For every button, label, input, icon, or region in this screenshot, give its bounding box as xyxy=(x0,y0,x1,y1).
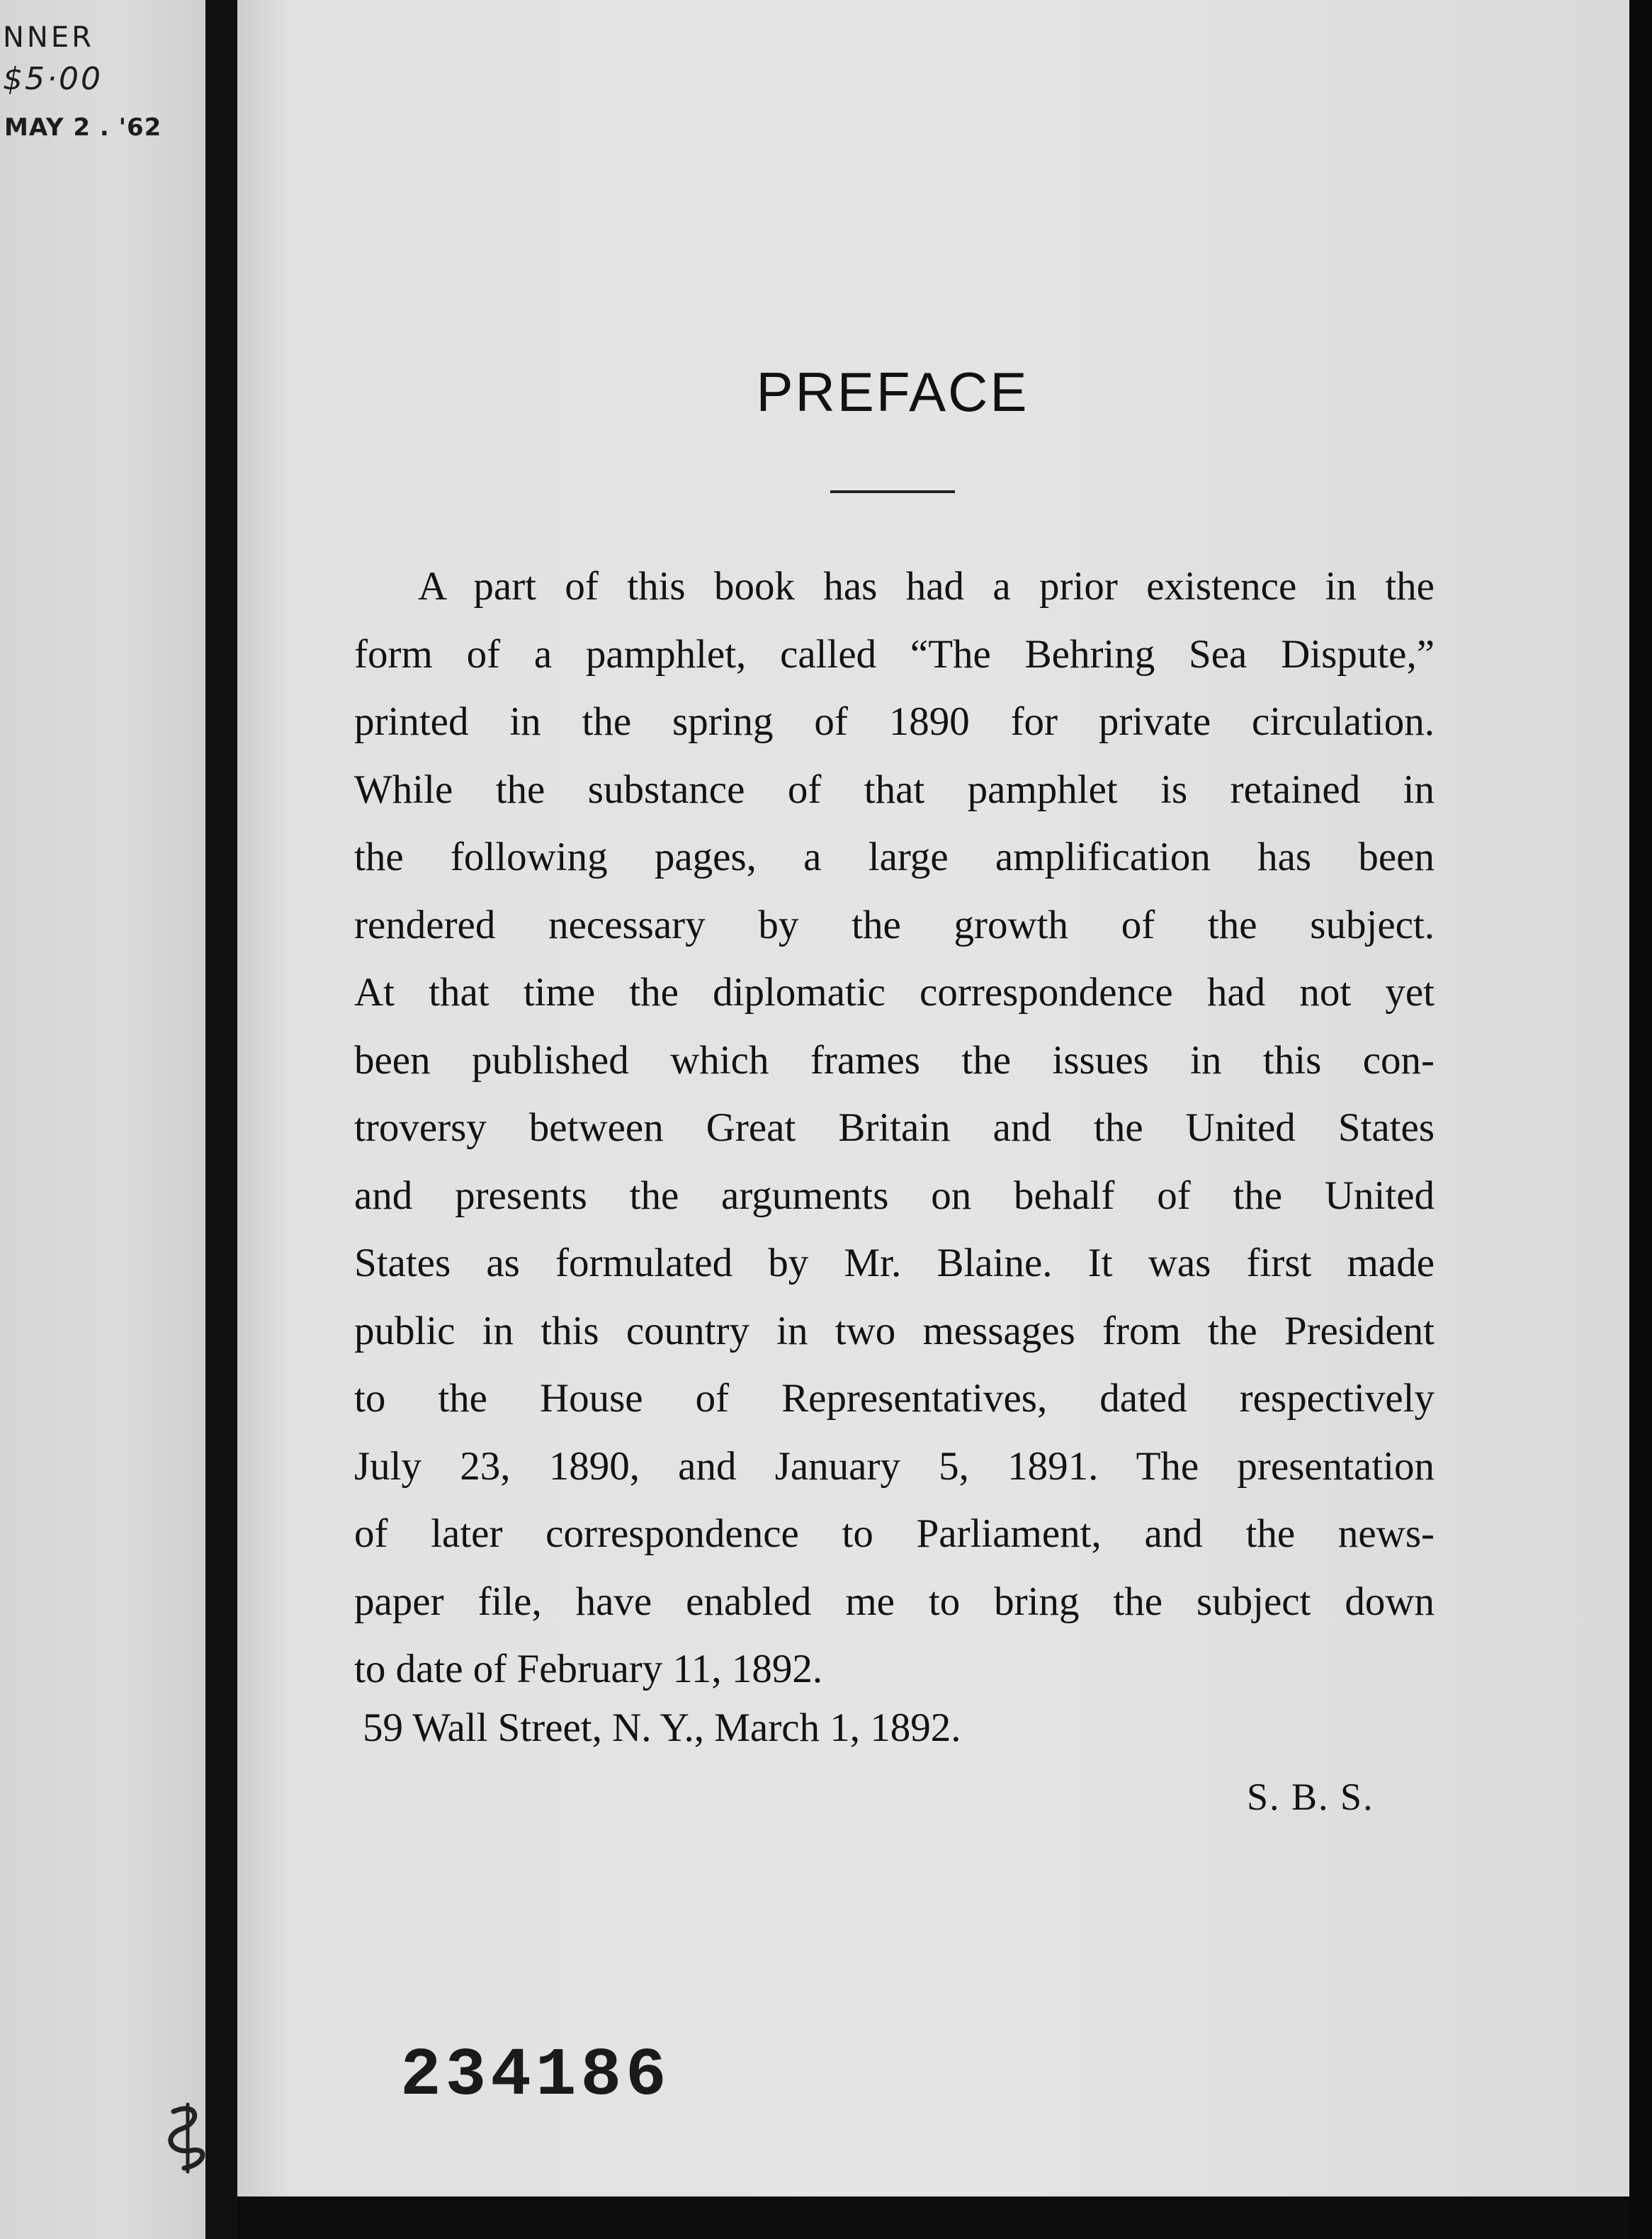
paragraph-line: rendered necessary by the growth of the subject. xyxy=(354,902,1435,947)
library-catalog-number: 234186 xyxy=(400,2037,671,2114)
paragraph-line: public in this country in two messages from the President xyxy=(354,1308,1435,1353)
date-stamp: MAY 2 . '62 xyxy=(4,113,162,142)
paragraph-line: the following pages, a large amplification has been xyxy=(354,835,1435,879)
paragraph-line: to date of February 11, 1892. xyxy=(354,1647,823,1691)
address-date-line: 59 Wall Street, N. Y., March 1, 1892. xyxy=(363,1705,961,1750)
paragraph-line: of later correspondence to Parliament, and the news- xyxy=(354,1511,1435,1556)
pencil-note: NNER xyxy=(3,21,94,54)
scan-border xyxy=(1629,0,1652,2239)
paragraph-line: form of a pamphlet, called “The Behring Sea Dispute,” xyxy=(354,631,1435,677)
paragraph-line: While the substance of that pamphlet is retained in xyxy=(354,767,1435,812)
title-rule xyxy=(830,490,955,493)
ink-mark-icon xyxy=(159,2097,216,2175)
preface-paragraph xyxy=(354,553,1435,1703)
paragraph-line: At that time the diplomatic correspondence had not yet xyxy=(354,970,1435,1015)
paragraph-line: paper file, have enabled me to bring the subject down xyxy=(354,1579,1435,1624)
page-title: PREFACE xyxy=(756,361,1029,423)
paragraph-line: printed in the spring of 1890 for private circulation. xyxy=(354,699,1435,744)
paragraph-line: A part of this book has had a prior existence in the xyxy=(418,564,1435,609)
paragraph-line: troversy between Great Britain and the United States xyxy=(354,1105,1435,1150)
paragraph-line: to the House of Representatives, dated respectively xyxy=(354,1376,1435,1421)
binding-shadow xyxy=(205,0,237,2239)
paragraph-line: been published which frames the issues in this con- xyxy=(354,1037,1435,1083)
paragraph-line: July 23, 1890, and January 5, 1891. The presentation xyxy=(354,1443,1435,1489)
author-initials: S. B. S. xyxy=(1247,1776,1374,1818)
facing-page xyxy=(0,0,205,2239)
paragraph-line: and presents the arguments on behalf of the United xyxy=(354,1173,1435,1218)
paragraph-line: States as formulated by Mr. Blaine. It was first made xyxy=(354,1241,1435,1285)
price-note: $5·00 xyxy=(3,61,103,97)
